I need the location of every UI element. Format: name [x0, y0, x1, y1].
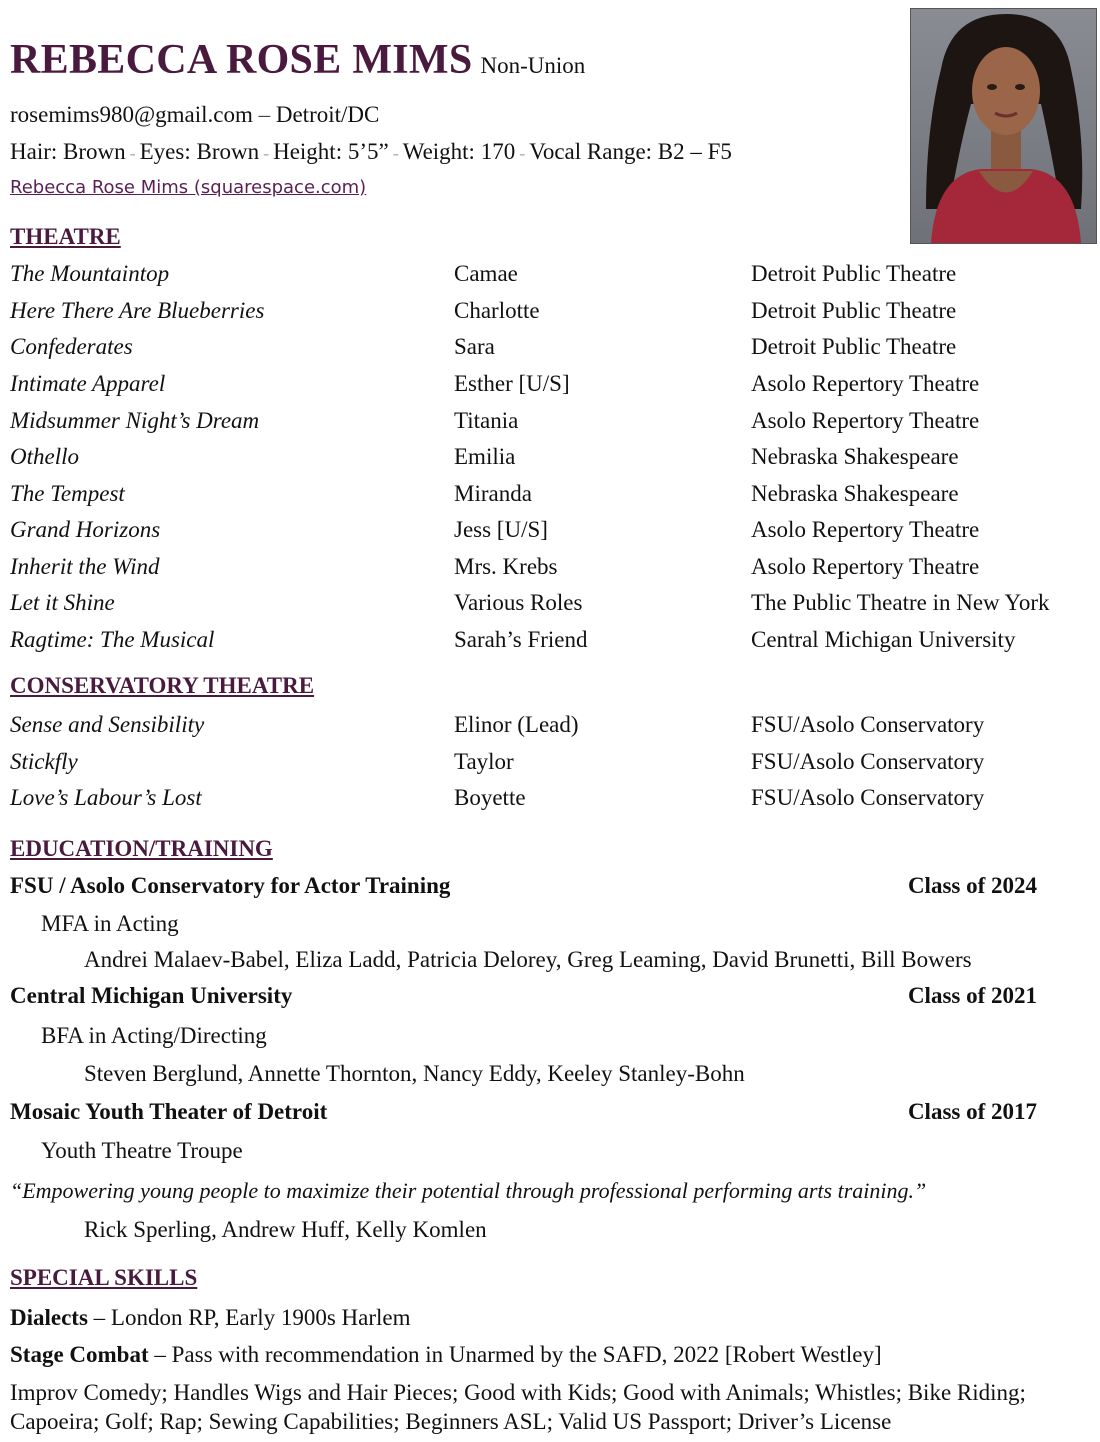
class-year: Class of 2017	[907, 1099, 1037, 1124]
theatre-row	[0, 261, 1100, 291]
venue: Detroit Public Theatre	[751, 261, 957, 286]
conservatory-heading: CONSERVATORY THEATRE	[10, 673, 315, 698]
venue: FSU/Asolo Conservatory	[751, 785, 985, 810]
website-link[interactable]: Rebecca Rose Mims (squarespace.com)	[10, 177, 367, 198]
show-title: Confederates	[10, 334, 133, 359]
venue: The Public Theatre in New York	[751, 590, 1050, 615]
role: Esther [U/S]	[454, 371, 570, 396]
school-name: Central Michigan University	[10, 983, 293, 1008]
show-title: Grand Horizons	[10, 517, 161, 542]
misc-skills: Improv Comedy; Handles Wigs and Hair Pieces; Good with Kids; Good with Animals; Whistles; Bike Riding; Capoeira; Golf; Rap; Sewing Capabilities; Beginners ASL; Valid US Passport; Driver’s License	[10, 1380, 1026, 1434]
role: Taylor	[454, 749, 514, 774]
stage-combat-line	[10, 1342, 882, 1368]
teachers: Steven Berglund, Annette Thornton, Nancy Eddy, Keeley Stanley-Bohn	[84, 1061, 745, 1086]
education-heading: EDUCATION/TRAINING	[10, 836, 273, 861]
venue: FSU/Asolo Conservatory	[751, 749, 985, 774]
show-title: Love’s Labour’s Lost	[10, 785, 202, 810]
theatre-row	[0, 371, 1100, 401]
theatre-heading: THEATRE	[10, 224, 121, 249]
theatre-row	[0, 554, 1100, 584]
email[interactable]: rosemims980@gmail.com	[10, 102, 253, 127]
show-title: Inherit the Wind	[10, 554, 160, 579]
physical-stats	[10, 139, 732, 165]
show-title: Othello	[10, 444, 79, 469]
stat-separator: -	[263, 143, 270, 163]
stat-separator: -	[392, 143, 399, 163]
role: Sarah’s Friend	[454, 627, 588, 652]
venue: Central Michigan University	[751, 627, 1016, 652]
stat-separator: -	[519, 143, 526, 163]
stat-vocal-range: Vocal Range: B2 – F5	[529, 139, 732, 164]
show-title: Intimate Apparel	[10, 371, 166, 396]
role: Elinor (Lead)	[454, 712, 579, 737]
teachers: Rick Sperling, Andrew Huff, Kelly Komlen	[84, 1217, 487, 1242]
role: Charlotte	[454, 298, 540, 323]
stat-hair: Hair: Brown	[10, 139, 126, 164]
show-title: The Mountaintop	[10, 261, 170, 286]
role: Boyette	[454, 785, 526, 810]
degree: MFA in Acting	[41, 911, 179, 936]
conservatory-row	[0, 785, 1100, 815]
stat-eyes: Eyes: Brown	[139, 139, 260, 164]
dialects-line	[10, 1305, 411, 1331]
theatre-row	[0, 627, 1100, 657]
conservatory-row	[0, 712, 1100, 742]
dialects-label: Dialects	[10, 1305, 88, 1330]
role: Sara	[454, 334, 495, 359]
skills-heading: SPECIAL SKILLS	[10, 1265, 198, 1290]
venue: Detroit Public Theatre	[751, 334, 957, 359]
union-status: Non-Union	[480, 53, 586, 78]
stat-separator: -	[129, 143, 136, 163]
venue: Nebraska Shakespeare	[751, 444, 959, 469]
theatre-row	[0, 590, 1100, 620]
theatre-row	[0, 334, 1100, 364]
role: Titania	[454, 408, 519, 433]
stage-combat-value: – Pass with recommendation in Unarmed by the SAFD, 2022 [Robert Westley]	[154, 1342, 882, 1367]
class-year: Class of 2021	[907, 983, 1037, 1008]
school-name: Mosaic Youth Theater of Detroit	[10, 1099, 328, 1124]
role: Miranda	[454, 481, 532, 506]
name-line	[10, 36, 585, 84]
theatre-row	[0, 517, 1100, 547]
role: Camae	[454, 261, 518, 286]
theatre-row	[0, 408, 1100, 438]
contact-line	[10, 102, 379, 128]
stage-combat-label: Stage Combat	[10, 1342, 149, 1367]
headshot-illustration	[911, 9, 1096, 243]
school-name: FSU / Asolo Conservatory for Actor Training	[10, 873, 451, 898]
degree: Youth Theatre Troupe	[41, 1138, 243, 1163]
theatre-row	[0, 444, 1100, 474]
teachers: Andrei Malaev-Babel, Eliza Ladd, Patricia Delorey, Greg Leaming, David Brunetti, Bill Bowers	[84, 947, 972, 972]
dialects-value: – London RP, Early 1900s Harlem	[93, 1305, 411, 1330]
venue: Detroit Public Theatre	[751, 298, 957, 323]
role: Jess [U/S]	[454, 517, 548, 542]
degree: BFA in Acting/Directing	[41, 1023, 267, 1048]
headshot-photo	[910, 8, 1097, 244]
venue: Asolo Repertory Theatre	[751, 371, 980, 396]
theatre-row	[0, 481, 1100, 511]
role: Emilia	[454, 444, 516, 469]
venue: Nebraska Shakespeare	[751, 481, 959, 506]
show-title: Stickfly	[10, 749, 78, 774]
venue: Asolo Repertory Theatre	[751, 554, 980, 579]
stat-height: Height: 5’5”	[273, 139, 389, 164]
show-title: Midsummer Night’s Dream	[10, 408, 260, 433]
contact-separator: –	[258, 102, 271, 127]
role: Mrs. Krebs	[454, 554, 558, 579]
class-year: Class of 2024	[907, 873, 1037, 898]
venue: Asolo Repertory Theatre	[751, 517, 980, 542]
show-title: Ragtime: The Musical	[10, 627, 215, 652]
venue: FSU/Asolo Conservatory	[751, 712, 985, 737]
location: Detroit/DC	[275, 102, 380, 127]
venue: Asolo Repertory Theatre	[751, 408, 980, 433]
role: Various Roles	[454, 590, 583, 615]
show-title: The Tempest	[10, 481, 125, 506]
show-title: Let it Shine	[10, 590, 115, 615]
theatre-row	[0, 298, 1100, 328]
mission-quote: “Empowering young people to maximize their potential through professional performing arts training.”	[10, 1178, 927, 1203]
conservatory-row	[0, 749, 1100, 779]
show-title: Here There Are Blueberries	[10, 298, 265, 323]
show-title: Sense and Sensibility	[10, 712, 205, 737]
stat-weight: Weight: 170	[402, 139, 516, 164]
actor-name: REBECCA ROSE MIMS	[10, 37, 473, 83]
